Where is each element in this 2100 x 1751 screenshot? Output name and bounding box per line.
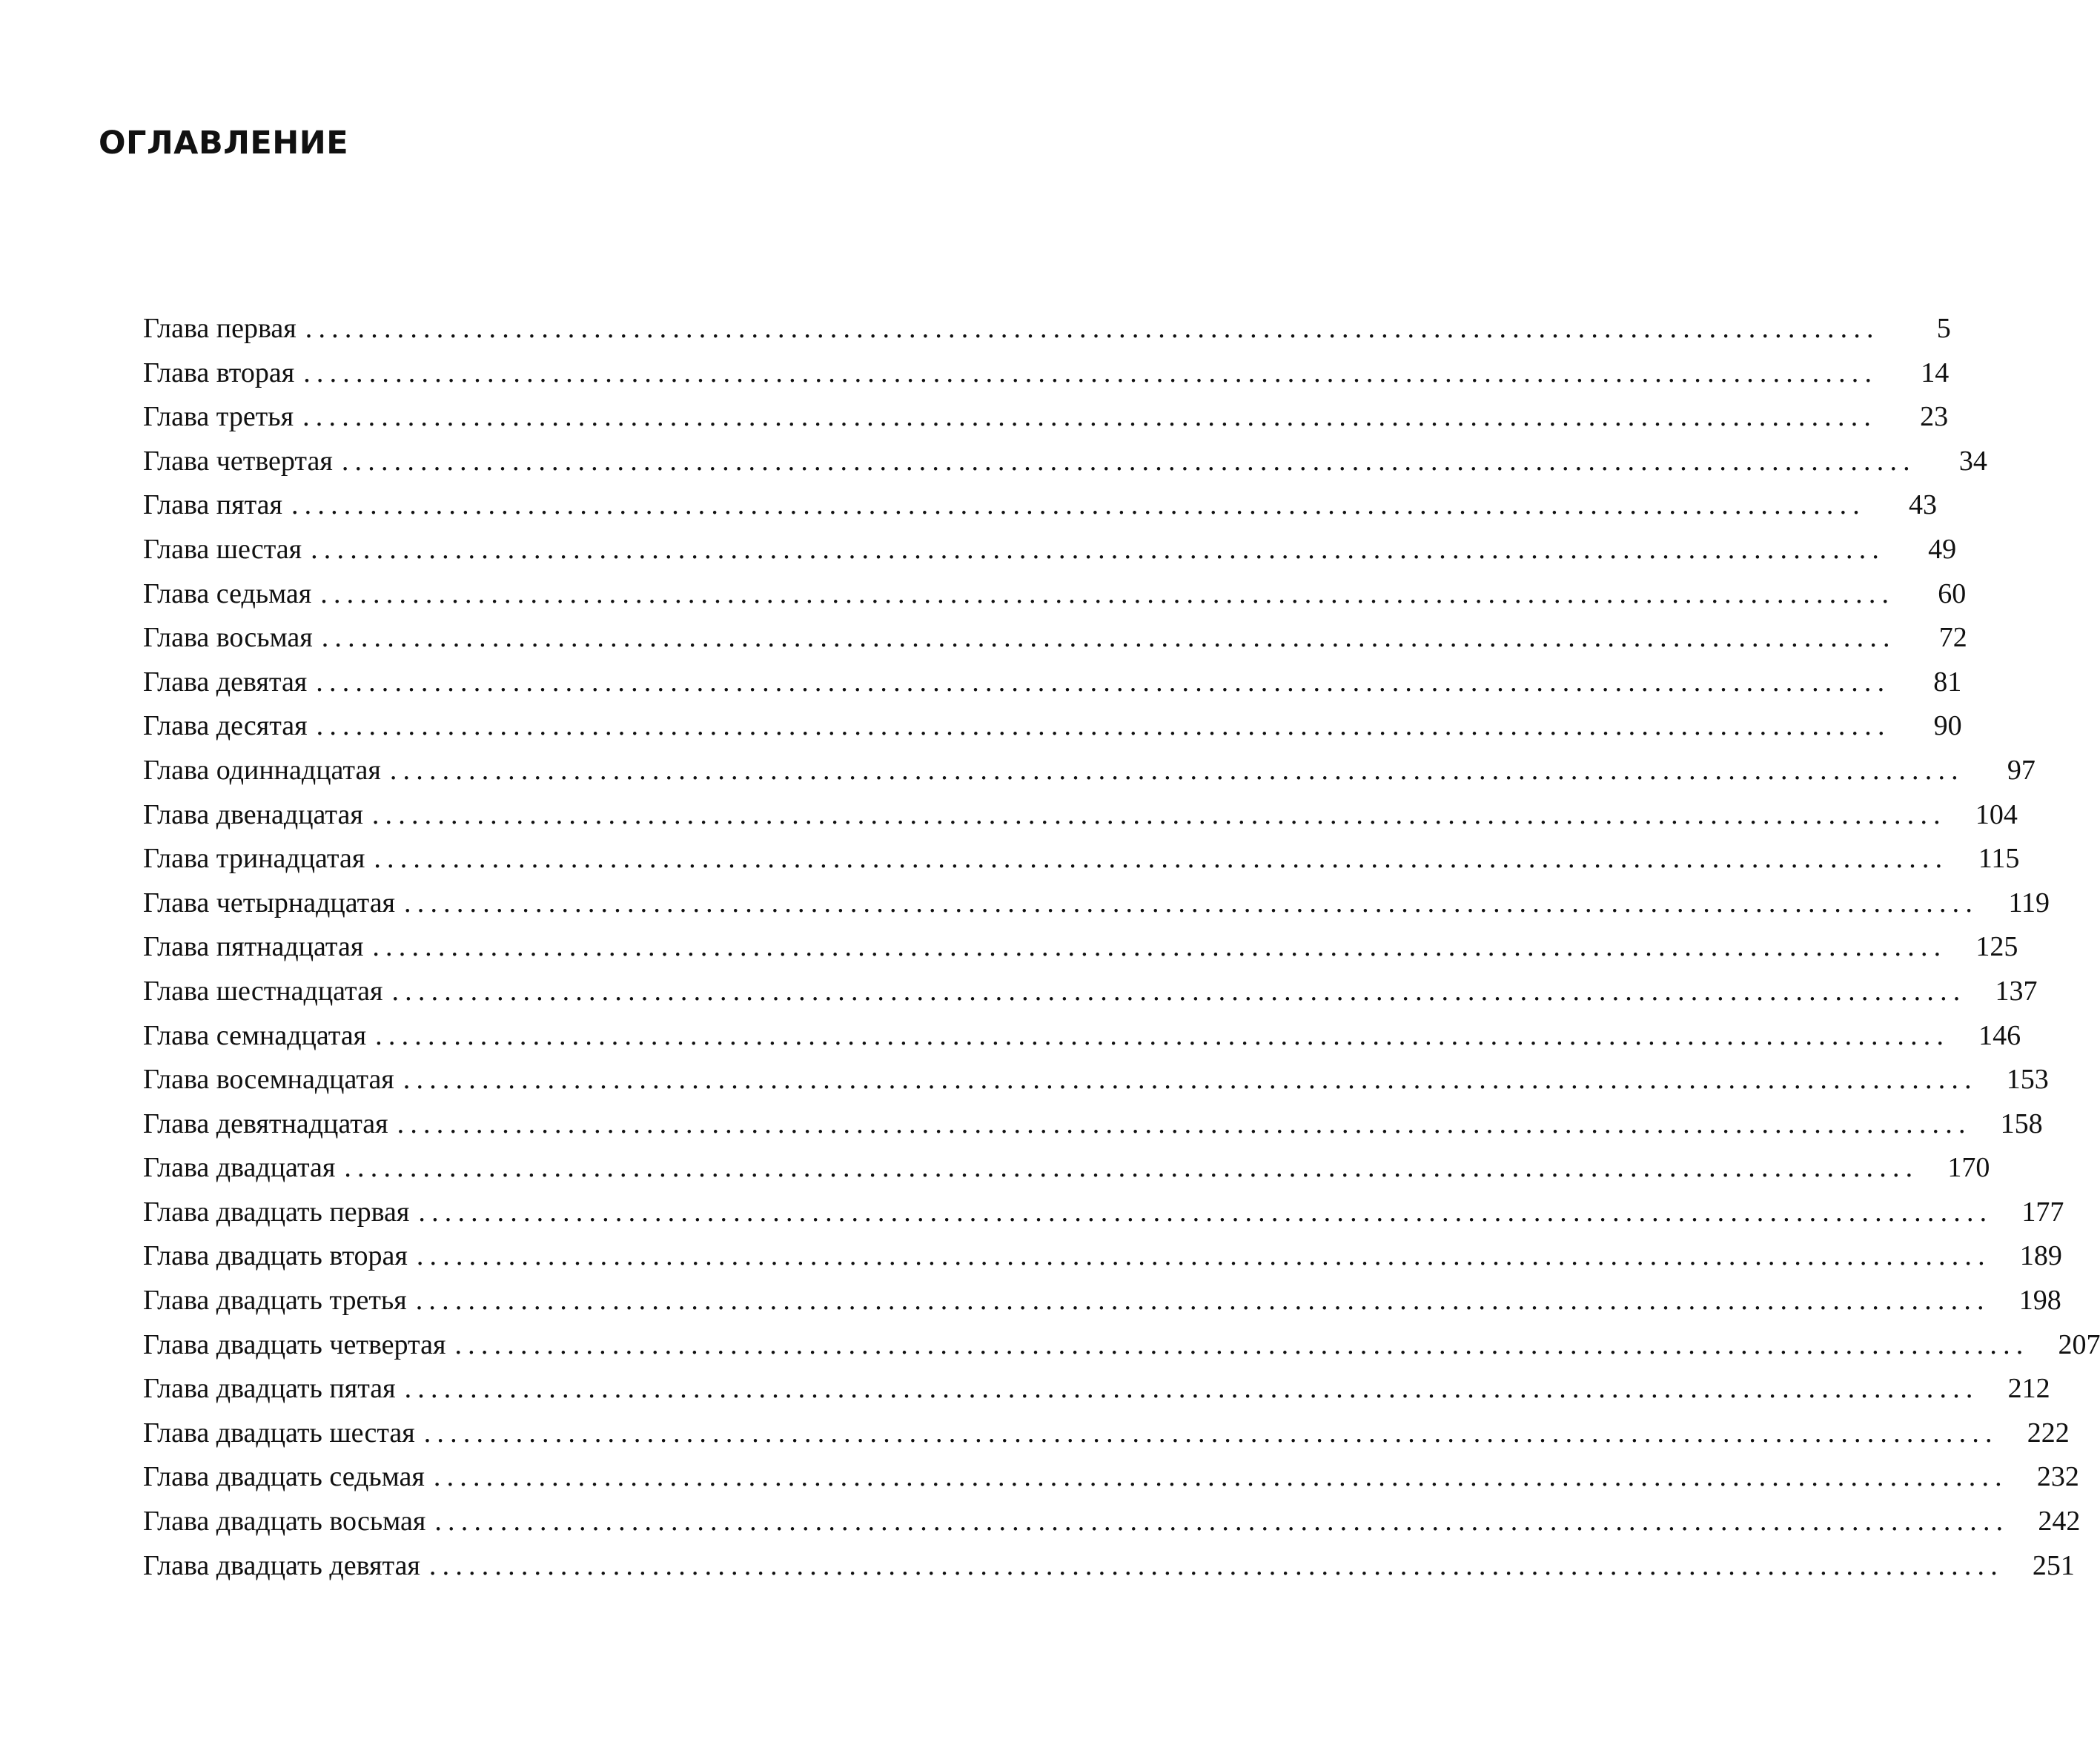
toc-entry[interactable]	[143, 1544, 2075, 1589]
toc-entry-title: Глава десятая	[143, 710, 308, 742]
toc-entry-page-number: 125	[1975, 931, 2018, 963]
toc-entry[interactable]	[143, 1411, 2070, 1456]
toc-entry[interactable]	[143, 1191, 2064, 1235]
toc-entry-title: Глава шестая	[143, 533, 302, 565]
toc-dot-leader: ........................................................................................................................	[371, 798, 1947, 830]
toc-entry-page-number: 23	[1920, 401, 1949, 433]
toc-dot-leader: ........................................................................................................................	[321, 622, 1896, 654]
toc-dot-leader: ........................................................................................................................	[397, 1108, 1972, 1139]
toc-entry-title: Глава девятнадцатая	[143, 1108, 388, 1139]
toc-entry-title: Глава двадцать вторая	[143, 1240, 408, 1272]
toc-dot-leader: ........................................................................................................................	[316, 666, 1891, 698]
toc-entry-page-number: 177	[2021, 1196, 2064, 1228]
toc-list	[143, 307, 2100, 1588]
toc-entry[interactable]	[143, 1234, 2062, 1279]
toc-dot-leader: ........................................................................................................................	[305, 313, 1880, 344]
toc-dot-leader: ........................................................................................................................	[341, 445, 1916, 477]
toc-entry[interactable]	[143, 1367, 2050, 1411]
toc-entry-page-number: 222	[2027, 1417, 2070, 1449]
toc-entry-page-number: 232	[2036, 1461, 2079, 1493]
toc-entry-page-number: 212	[2007, 1373, 2050, 1405]
toc-entry-title: Глава вторая	[143, 357, 295, 388]
toc-entry[interactable]	[143, 970, 2038, 1014]
toc-entry-page-number: 97	[2007, 754, 2036, 786]
toc-entry-page-number: 153	[2006, 1064, 2049, 1096]
toc-entry-title: Глава тринадцатая	[143, 843, 365, 875]
toc-entry-page-number: 115	[1978, 843, 2020, 875]
toc-dot-leader: ........................................................................................................................	[404, 1373, 1979, 1405]
toc-entry-title: Глава восемнадцатая	[143, 1064, 394, 1096]
toc-entry-title: Глава двадцать первая	[143, 1196, 410, 1228]
toc-entry-title: Глава пятнадцатая	[143, 931, 364, 963]
toc-entry-page-number: 104	[1975, 798, 2018, 830]
toc-entry-page-number: 198	[2018, 1285, 2061, 1317]
toc-entry-title: Глава одиннадцатая	[143, 754, 381, 786]
toc-entry[interactable]	[143, 749, 2036, 793]
toc-entry-page-number: 72	[1938, 622, 1967, 654]
toc-entry-page-number: 170	[1947, 1152, 1990, 1184]
toc-entry-page-number: 137	[1995, 975, 2038, 1007]
toc-entry-title: Глава семнадцатая	[143, 1019, 367, 1051]
toc-entry-title: Глава шестнадцатая	[143, 975, 383, 1007]
toc-entry-title: Глава двадцать пятая	[143, 1373, 396, 1405]
toc-dot-leader: ........................................................................................................................	[433, 1461, 2008, 1493]
toc-entry-title: Глава двадцать восьмая	[143, 1506, 426, 1537]
toc-entry[interactable]	[143, 616, 1967, 661]
toc-entry[interactable]	[143, 1455, 2079, 1500]
toc-entry-title: Глава двадцать седьмая	[143, 1461, 425, 1493]
toc-entry-page-number: 34	[1958, 445, 1987, 477]
toc-entry-page-number: 81	[1933, 666, 1962, 698]
toc-entry-title: Глава двадцать девятая	[143, 1549, 420, 1581]
toc-entry-page-number: 49	[1928, 533, 1957, 565]
toc-entry[interactable]	[143, 1323, 2100, 1368]
toc-entry[interactable]	[143, 704, 1962, 749]
toc-dot-leader: ........................................................................................................................	[344, 1152, 1919, 1184]
toc-entry-page-number: 189	[2019, 1240, 2062, 1272]
toc-dot-leader: ........................................................................................................................	[375, 1019, 1950, 1051]
toc-entry-title: Глава двадцать четвертая	[143, 1328, 446, 1360]
toc-dot-leader: ........................................................................................................................	[415, 1285, 1990, 1317]
toc-dot-leader: ........................................................................................................................	[403, 1064, 1978, 1096]
toc-entry[interactable]	[143, 925, 2018, 970]
toc-entry-page-number: 43	[1908, 489, 1937, 521]
toc-entry[interactable]	[143, 572, 1967, 617]
toc-entry[interactable]	[143, 528, 1957, 572]
toc-dot-leader: ........................................................................................................................	[434, 1506, 2010, 1537]
toc-dot-leader: ........................................................................................................................	[372, 931, 1947, 963]
toc-entry-page-number: 90	[1933, 710, 1962, 742]
toc-dot-leader: ........................................................................................................................	[389, 754, 1964, 786]
toc-dot-leader: ........................................................................................................................	[391, 975, 1967, 1007]
toc-dot-leader: ........................................................................................................................	[404, 887, 1979, 918]
toc-entry-title: Глава двадцать третья	[143, 1285, 407, 1317]
toc-dot-leader: ........................................................................................................................	[423, 1417, 1998, 1449]
toc-dot-leader: ........................................................................................................................	[311, 533, 1886, 565]
toc-entry-page-number: 251	[2032, 1549, 2075, 1581]
toc-entry-title: Глава четырнадцатая	[143, 887, 396, 918]
toc-dot-leader: ........................................................................................................................	[320, 577, 1895, 609]
toc-entry[interactable]	[143, 1500, 2081, 1544]
toc-dot-leader: ........................................................................................................................	[302, 401, 1878, 433]
toc-entry-title: Глава третья	[143, 401, 294, 433]
toc-entry-page-number: 146	[1978, 1019, 2021, 1051]
toc-entry[interactable]	[143, 1279, 2061, 1323]
toc-dot-leader: ........................................................................................................................	[416, 1240, 1991, 1272]
toc-dot-leader: ........................................................................................................................	[316, 710, 1891, 742]
toc-entry[interactable]	[143, 1146, 1990, 1191]
toc-entry-page-number: 242	[2038, 1506, 2081, 1537]
toc-entry[interactable]	[143, 881, 2050, 926]
toc-entry[interactable]	[143, 1058, 2049, 1102]
toc-entry-page-number: 207	[2058, 1328, 2100, 1360]
toc-entry-page-number: 158	[2000, 1108, 2043, 1139]
toc-dot-leader: ........................................................................................................................	[428, 1549, 2004, 1581]
toc-entry-title: Глава первая	[143, 313, 297, 344]
toc-entry[interactable]	[143, 351, 1950, 396]
toc-dot-leader: ........................................................................................................................	[303, 357, 1878, 388]
toc-entry-title: Глава двенадцатая	[143, 798, 363, 830]
toc-dot-leader: ........................................................................................................................	[374, 843, 1949, 875]
toc-entry-title: Глава двадцать шестая	[143, 1417, 415, 1449]
toc-entry[interactable]	[143, 307, 1951, 351]
toc-entry[interactable]	[143, 395, 1949, 440]
toc-entry-title: Глава пятая	[143, 489, 282, 521]
toc-entry[interactable]	[143, 837, 2020, 881]
toc-entry-title: Глава восьмая	[143, 622, 313, 654]
toc-entry[interactable]	[143, 661, 1962, 705]
toc-dot-leader: ........................................................................................................................	[418, 1196, 1993, 1228]
toc-entry[interactable]	[143, 1102, 2043, 1147]
toc-entry-title: Глава четвертая	[143, 445, 333, 477]
toc-entry-page-number: 60	[1938, 577, 1967, 609]
toc-entry[interactable]	[143, 1014, 2021, 1059]
toc-entry[interactable]	[143, 483, 1937, 528]
toc-dot-leader: ........................................................................................................................	[454, 1328, 2030, 1360]
toc-heading: ОГЛАВЛЕНИЕ	[99, 125, 349, 162]
toc-entry-title: Глава двадцатая	[143, 1152, 336, 1184]
toc-entry[interactable]	[143, 793, 2018, 838]
toc-entry[interactable]	[143, 440, 1987, 484]
toc-dot-leader: ........................................................................................................................	[291, 489, 1866, 521]
toc-entry-page-number: 119	[2008, 887, 2050, 918]
toc-entry-title: Глава седьмая	[143, 577, 312, 609]
toc-entry-title: Глава девятая	[143, 666, 308, 698]
toc-entry-page-number: 14	[1921, 357, 1950, 388]
toc-entry-page-number: 5	[1936, 313, 1951, 344]
